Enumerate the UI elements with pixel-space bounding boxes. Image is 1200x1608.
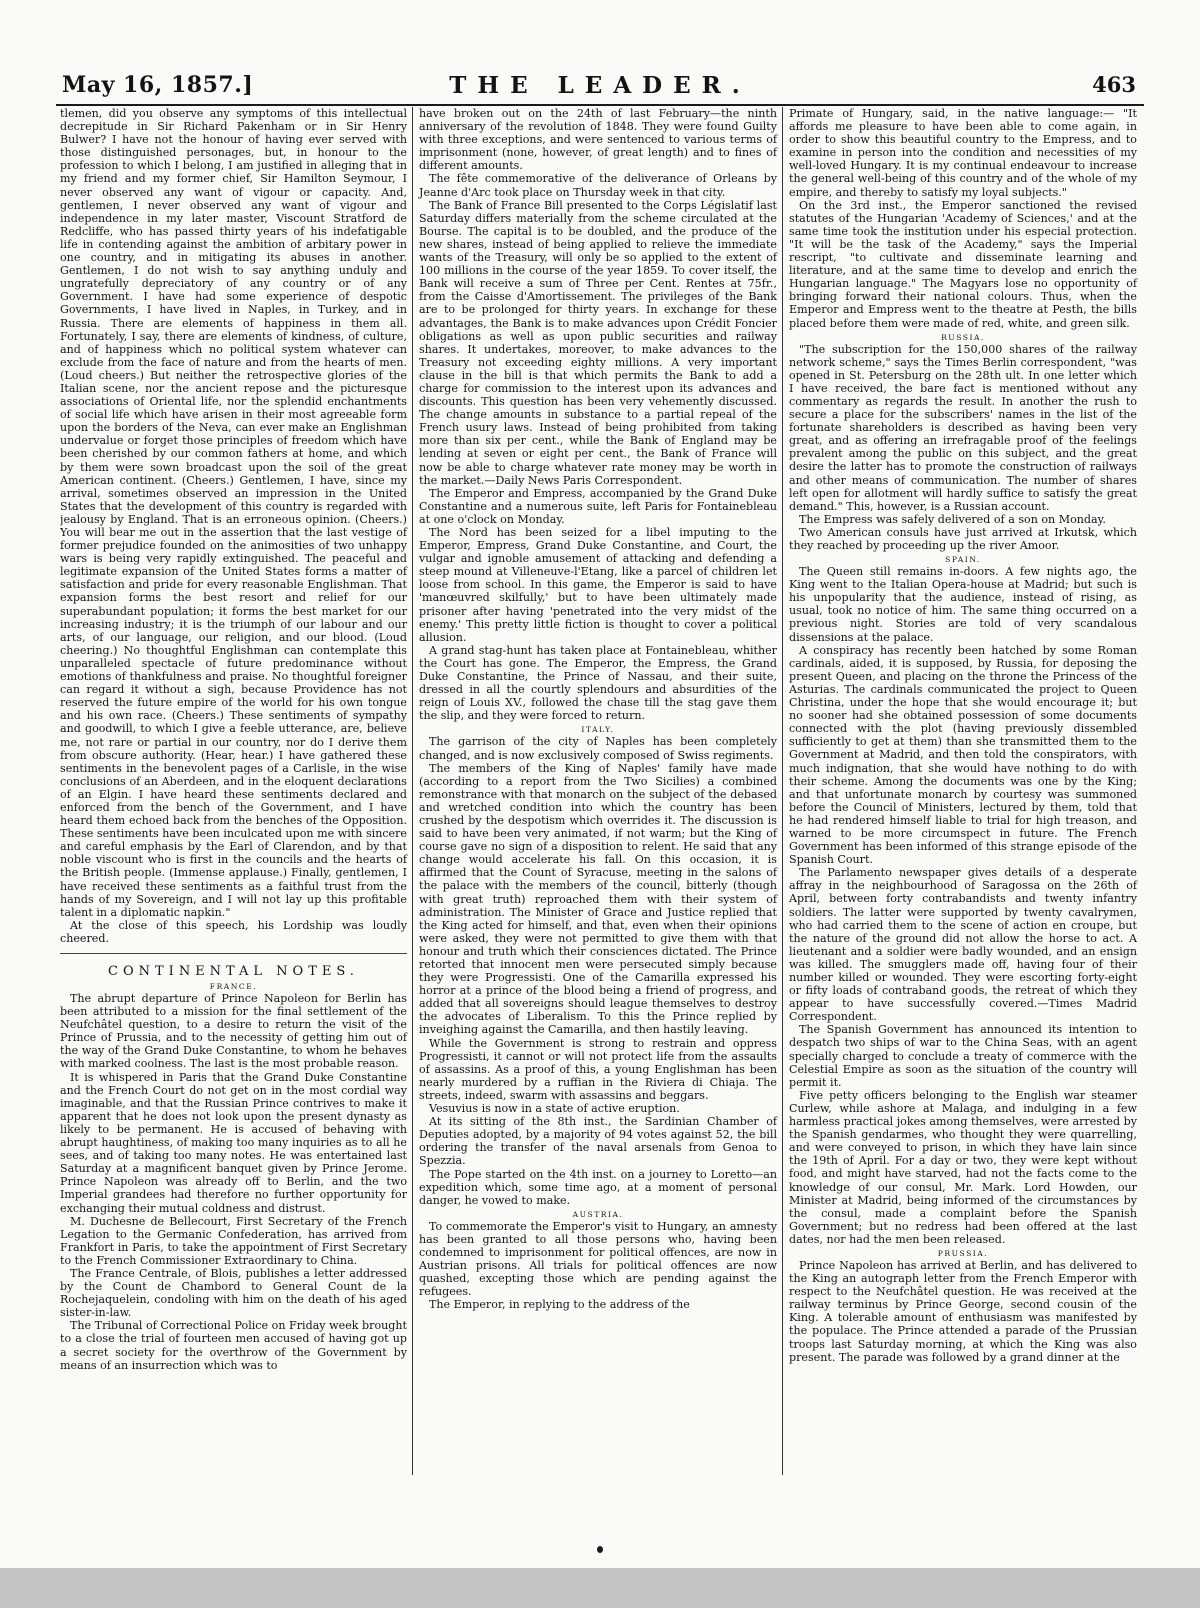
spain-paragraph: A conspiracy has recently been hatched by some Roman cardinals, aided, it is supposed, by Russia, for deposing the present Queen, and placing on the throne the Princess of the Asturias. The cardinals communicated the project to Queen Christina, under the hope that she would encourage it; but no sooner had she obtained possession of some documents connected with the plot (having previously dissembled sufficiently to get at them) than she transmitted them to the Government at Madrid, and then told the conspirators, with much indignation, that she would have nothing to do with their scheme. Among the documents was one by the King; and that unfortunate monarch by courtesy was summoned before the Council of Ministers, lectured by them, told that he had rendered himself liable to trial for high treason, and warned to be more circumspect in future. The French Government has been informed of this strange episode of the Spanish Court. (789, 643, 1137, 867)
newspaper-title: THE LEADER. (449, 72, 751, 99)
column-1 (60, 107, 412, 1475)
subhead-austria: AUSTRIA. (572, 1209, 624, 1219)
austria-paragraph: On the 3rd inst., the Emperor sanctioned the revised statutes of the Hungarian 'Academy of Sciences,' and at the same time took the institution under his especial protection. "It will be the task of the Academy," says the Imperial rescript, "to cultivate and disseminate learning and literature, and at the same time to develop and enrich the Hungarian language." The Magyars lose no opportunity of bringing forward their national colours. Thus, when the Emperor and Empress went to the theatre at Pesth, the bills placed before them were made of red, white, and green silk. (789, 198, 1137, 330)
speech-paragraph: tlemen, did you observe any symptoms of this intellectual decrepitude in Sir Richard Pakenham or in Sir Henry Bulwer? I have not the honour of having ever served with those distinguished personages, but, in honour to the profession to which I belong, I am justified in alleging that in my friend and my former chief, Sir Hamilton Seymour, I never observed any want of vigour or capacity. And, gentlemen, I never observed any want of vigour and independence in my later master, Viscount Stratford de Redcliffe, who has passed thirty years of his indefatigable life in contending against the ambition of arbitary power in one country, and in mitigating its abuses in another. Gentlemen, I do not wish to say anything unduly and ungratefully depreciatory of any country or of any Government. I have had some experience of despotic Governments, I have lived in Naples, in Turkey, and in Russia. There are elements of happiness in them all. Fortunately, I say, there are elements of kindness, of culture, and of happiness which no political system whatever can exclude from the face of nature and from the hearts of men. (Loud cheers.) But neither the retrospective glories of the Italian scene, nor the ancient repose and the picturesque associations of Oriental life, nor the splendid enchantments of social life which have arisen in their most agreeable form upon the borders of the Neva, can ever make an Englishman undervalue or forget those principles of freedom which have been cherished by our common fathers at home, and which by them were sown broadcast upon the soil of the great American continent. (Cheers.) Gentlemen, I have, since my arrival, sometimes observed an impression in the United States that the development of this country is regarded with jealousy by England. That is an erroneous opinion. (Cheers.) You will bear me out in the assertion that the last vestige of former prejudice founded on the animosities of two unhappy wars is being very rapidly extinguished. The peaceful and legitimate expansion of the United States forms a matter of satisfaction and pride for every reasonable Englishman. That expansion forms the best resort and relief for our superabundant population; it forms the best market for our increasing industry; it is the triumph of our labour and our arts, of our language, our religion, and our blood. (Loud cheering.) No thoughtful Englishman can contemplate this unparalleled spectacle of future predominance without emotions of thankfulness and praise. No thoughtful foreigner can regard it without a sigh, because Providence has not reserved the future empire of the world for his own tongue and his own race. (Cheers.) These sentiments of sympathy and goodwill, to which I give a feeble utterance, are, believe me, not rare or partial in our country, nor do I derive them from obscure authority. (Hear, hear.) I have gathered these sentiments in the benevolent pages of a Carlisle, in the wise conclusions of an Aberdeen, and in the eloquent declarations of an Elgin. I have heard these sentiments declared and enforced from the bench of the Government, and I have heard them echoed back from the benches of the Opposition. These sentiments have been inculcated upon me with sincere and careful emphasis by the Earl of Clarendon, and by that noble viscount who is first in the councils and the hearts of the British people. (Immense applause.) Finally, gentlemen, I have received these sentiments as a faithful trust from the hands of my Sovereign, and I will not lay up this profitable talent in a diplomatic napkin." (60, 107, 407, 919)
france-paragraph: have broken out on the 24th of last February—the ninth anniversary of the revolution of 1848. They were found Guilty with three exceptions, and were sentenced to various terms of imprisonment (none, however, of great length) and to fines of different amounts. (419, 107, 777, 173)
column-2 (412, 107, 782, 1475)
italy-paragraph: Vesuvius is now in a state of active eruption. (429, 1102, 680, 1116)
russia-paragraph: Two American consuls have just arrived at Irkutsk, which they reached by proceeding up the river Amoor. (789, 525, 1137, 552)
masthead (56, 70, 1144, 106)
speech-close-paragraph: At the close of this speech, his Lordship was loudly cheered. (60, 918, 407, 945)
france-paragraph: The Tribunal of Correctional Police on Friday week brought to a close the trial of fourteen men accused of having got up a secret society for the overthrow of the Government by means of an insurrection which was to (60, 1319, 407, 1372)
russia-paragraph: "The subscription for the 150,000 shares of the railway network scheme," says the Times Berlin correspondent, "was opened in St. Petersburg on the 28th ult. In one letter which I have received, the bare fact is mentioned without any commentary as regards the result. In another the rush to secure a place for the subscribers' names in the list of the fortunate shareholders is described as having been very great, and as offering an irrefragable proof of the feelings prevalent among the public on this subject, and the great desire the latter has to promote the construction of railways and other means of communication. The number of shares left open for allotment will hardly suffice to satisfy the great demand." This, however, is a Russian account. (789, 342, 1137, 513)
italy-paragraph: At its sitting of the 8th inst., the Sardinian Chamber of Deputies adopted, by a majority of 94 votes against 52, the bill ordering the transfer of the naval arsenals from Genoa to Spezzia. (419, 1115, 777, 1168)
france-paragraph: It is whispered in Paris that the Grand Duke Constantine and the French Court do not get on in the most cordial way imaginable, and that the Russian Prince contrives to make it apparent that he does not look upon the present dynasty as likely to be permanent. He is accused of behaving with abrupt haughtiness, of making too many inquiries as to all he sees, and of taking too many notes. He was entertained last Saturday at a magnificent banquet given by Prince Jerome. Prince Napoleon was already off to Berlin, and the two Imperial grandees had therefore no further opportunity for exchanging their mutual coldness and distrust. (60, 1070, 407, 1215)
spain-paragraph: The Spanish Government has announced its intention to despatch two ships of war to the China Seas, with an agent specially charged to conclude a treaty of commerce with the Celestial Empire as soon as the situation of the country will permit it. (789, 1023, 1137, 1089)
ornament-bullet (597, 1546, 603, 1553)
italy-paragraph: The garrison of the city of Naples has been completely changed, and is now exclusively composed of Swiss regiments. (419, 735, 777, 762)
page-number: 463 (1092, 72, 1136, 97)
austria-paragraph: Primate of Hungary, said, in the native language:— "It affords me pleasure to have been able to come again, in order to show this beautiful country to the Empress, and to examine in person into the condition and necessities of my well-loved Hungary. It is my continual endeavour to increase the general well-being of this country and of the whole of my empire, and thereby to satisfy my loyal subjects." (789, 107, 1137, 199)
spain-paragraph: Five petty officers belonging to the English war steamer Curlew, while ashore at Malaga, and indulging in a few harmless practical jokes among themselves, were arrested by the Spanish gendarmes, who thought they were quarrelling, and were conveyed to prison, in which they have lain since the 19th of April. For a day or two, they were kept without food, and might have starved, had not the facts come to the knowledge of our consul, Mr. Mark. Lord Howden, our Minister at Madrid, being informed of the circumstances by the consul, made a complaint before the Spanish Government; but no redress had been offered at the last dates, nor had the men been released. (789, 1088, 1137, 1246)
italy-paragraph: The members of the King of Naples' family have made (according to a report from the Two Sicilies) a combined remonstrance with that monarch on the subject of the debased and wretched condition into which the country has been crushed by the despotism which overrides it. The discussion is said to have been very animated, if not warm; but the King of course gave no sign of a disposition to relent. He said that any change would accelerate his fall. On this occasion, it is affirmed that the Count of Syracuse, meeting in the salons of the palace with the members of the council, bitterly (though with great truth) reproached them with their system of administration. The Minister of Grace and Justice replied that the King acted for himself, and that, even when their opinions were asked, they were not permitted to give them with that honour and truth which their consciences dictated. The Prince retorted that innocent men were persecuted simply because they were Progressisti. One of the Camarilla expressed his horror at a prince of the blood being a friend of progress, and added that all sovereigns should league themselves to destroy the advocates of Liberalism. To this the Prince replied by inveighing against the Camarilla, and then hastily leaving. (419, 761, 777, 1037)
scan-margin-band (0, 1568, 1200, 1608)
subhead-russia: RUSSIA. (941, 332, 985, 342)
section-divider (60, 953, 407, 954)
prussia-paragraph: Prince Napoleon has arrived at Berlin, and has delivered to the King an autograph letter from the French Emperor with respect to the Neufchâtel question. He was received at the railway terminus by Prince George, second cousin of the King. A tolerable amount of enthusiasm was manifested by the populace. The Prince attended a parade of the Prussian troops last Saturday morning, at which the King was also present. The parade was followed by a grand dinner at the (789, 1258, 1137, 1364)
austria-paragraph: The Emperor, in replying to the address of the (429, 1298, 690, 1312)
subhead-spain: SPAIN. (945, 555, 981, 565)
france-paragraph: The fête commemorative of the deliverance of Orleans by Jeanne d'Arc took place on Thursday week in that city. (419, 172, 777, 199)
france-paragraph: The Emperor and Empress, accompanied by the Grand Duke Constantine and a numerous suite, left Paris for Fontainebleau at one o'clock on Monday. (419, 486, 777, 526)
italy-paragraph: While the Government is strong to restrain and oppress Progressisti, it cannot or will not protect life from the assaults of assassins. As a proof of this, a young Englishman has been nearly murdered by a ruffian in the Riviera di Chiaja. The streets, indeed, swarm with assassins and beggars. (419, 1036, 777, 1102)
column-3 (782, 107, 1142, 1475)
austria-paragraph: To commemorate the Emperor's visit to Hungary, an amnesty has been granted to all those persons who, having been condemned to imprisonment for political offences, are now in Austrian prisons. All trials for political offences are now quashed, excepting those which are pending against the refugees. (419, 1219, 777, 1299)
france-paragraph: M. Duchesne de Bellecourt, First Secretary of the French Legation to the Germanic Confederation, has arrived from Frankfort in Paris, to take the appointment of First Secretary to the French Commissioner Extraordinary to China. (60, 1214, 407, 1267)
subhead-italy: ITALY. (581, 725, 615, 735)
france-paragraph: The France Centrale, of Blois, publishes a letter addressed by the Count de Chambord to General Count de la Rochejaquelein, condoling with him on the death of his aged sister-in-law. (60, 1266, 407, 1320)
subhead-france: FRANCE. (209, 982, 258, 991)
spain-paragraph: The Queen still remains in-doors. A few nights ago, the King went to the Italian Opera-house at Madrid; but such is his unpopularity that the audience, instead of rising, as usual, took no notice of him. The same thing occurred on a previous night. Stories are told of very scandalous dissensions at the palace. (789, 565, 1137, 644)
russia-paragraph: The Empress was safely delivered of a son on Monday. (799, 512, 1106, 526)
issue-date: May 16, 1857.] (62, 72, 254, 98)
italy-paragraph: The Pope started on the 4th inst. on a journey to Loretto—an expedition which, some time ago, at a moment of personal danger, he vowed to make. (419, 1167, 777, 1207)
section-title-continental-notes: CONTINENTAL NOTES. (108, 964, 359, 979)
article-columns (60, 107, 1142, 1475)
france-paragraph: The Nord has been seized for a libel imputing to the Emperor, Empress, Grand Duke Constantine, and Court, the vulgar and ignoble amusement of attacking and defending a steep mound at Villeneuve-l'Etang, like a parcel of children let loose from school. In this game, the Emperor is said to have 'manœuvred skilfully,' but to have been ultimately made prisoner after having 'penetrated into the very midst of the enemy.' This pretty little fiction is thought to cover a political allusion. (419, 526, 777, 644)
france-paragraph: A grand stag-hunt has taken place at Fontainebleau, whither the Court has gone. The Emperor, the Empress, the Grand Duke Constantine, the Prince of Nassau, and their suite, dressed in all the courtly splendours and absurdities of the reign of Louis XV., followed the chase till the stag gave them the slip, and they were forced to return. (419, 643, 777, 723)
france-paragraph: The Bank of France Bill presented to the Corps Législatif last Saturday differs materially from the scheme circulated at the Bourse. The capital is to be doubled, and the produce of the new shares, instead of being applied to relieve the immediate wants of the Treasury, will only be so applied to the extent of 100 millions in the course of the year 1859. To cover itself, the Bank will receive a sum of Three per Cent. Rentes at 75fr., from the Caisse d'Amortissement. The privileges of the Bank are to be prolonged for thirty years. In exchange for these advantages, the Bank is to make advances upon Crédit Foncier obligations as well as upon public securities and railway shares. It undertakes, moreover, to make advances to the Treasury not exceeding eighty millions. A very important clause in the bill is that which permits the Bank to add a charge for commission to the interest upon its advances and discounts. This question has been very vehemently discussed. The change amounts in substance to a partial repeal of the French usury laws. Instead of being prohibited from taking more than six per cent., while the Bank of England may be lending at seven or eight per cent., the Bank of France will now be able to charge whatever rate money may be worth in the market.—Daily News Paris Correspondent. (419, 198, 777, 487)
subhead-prussia: PRUSSIA. (937, 1248, 989, 1258)
france-paragraph: The abrupt departure of Prince Napoleon for Berlin has been attributed to a mission for the final settlement of the Neufchâtel question, to a desire to return the visit of the Prince of Prussia, and to the necessity of getting him out of the way of the Grand Duke Constantine, to whom he behaves with marked coolness. The last is the most probable reason. (60, 992, 407, 1071)
spain-paragraph: The Parlamento newspaper gives details of a desperate affray in the neighbourhood of Saragossa on the 26th of April, between forty contrabandists and twenty infantry soldiers. The latter were supported by twenty cavalrymen, who had carried them to the scene of action en croupe, but the nature of the ground did not allow the horse to act. A lieutenant and a soldier were badly wounded, and an ensign was killed. The smugglers made off, having four of their number killed or wounded. They were escorting forty-eight or fifty loads of contraband goods, the retreat of which they appear to have successfully covered.—Times Madrid Correspondent. (789, 866, 1137, 1024)
